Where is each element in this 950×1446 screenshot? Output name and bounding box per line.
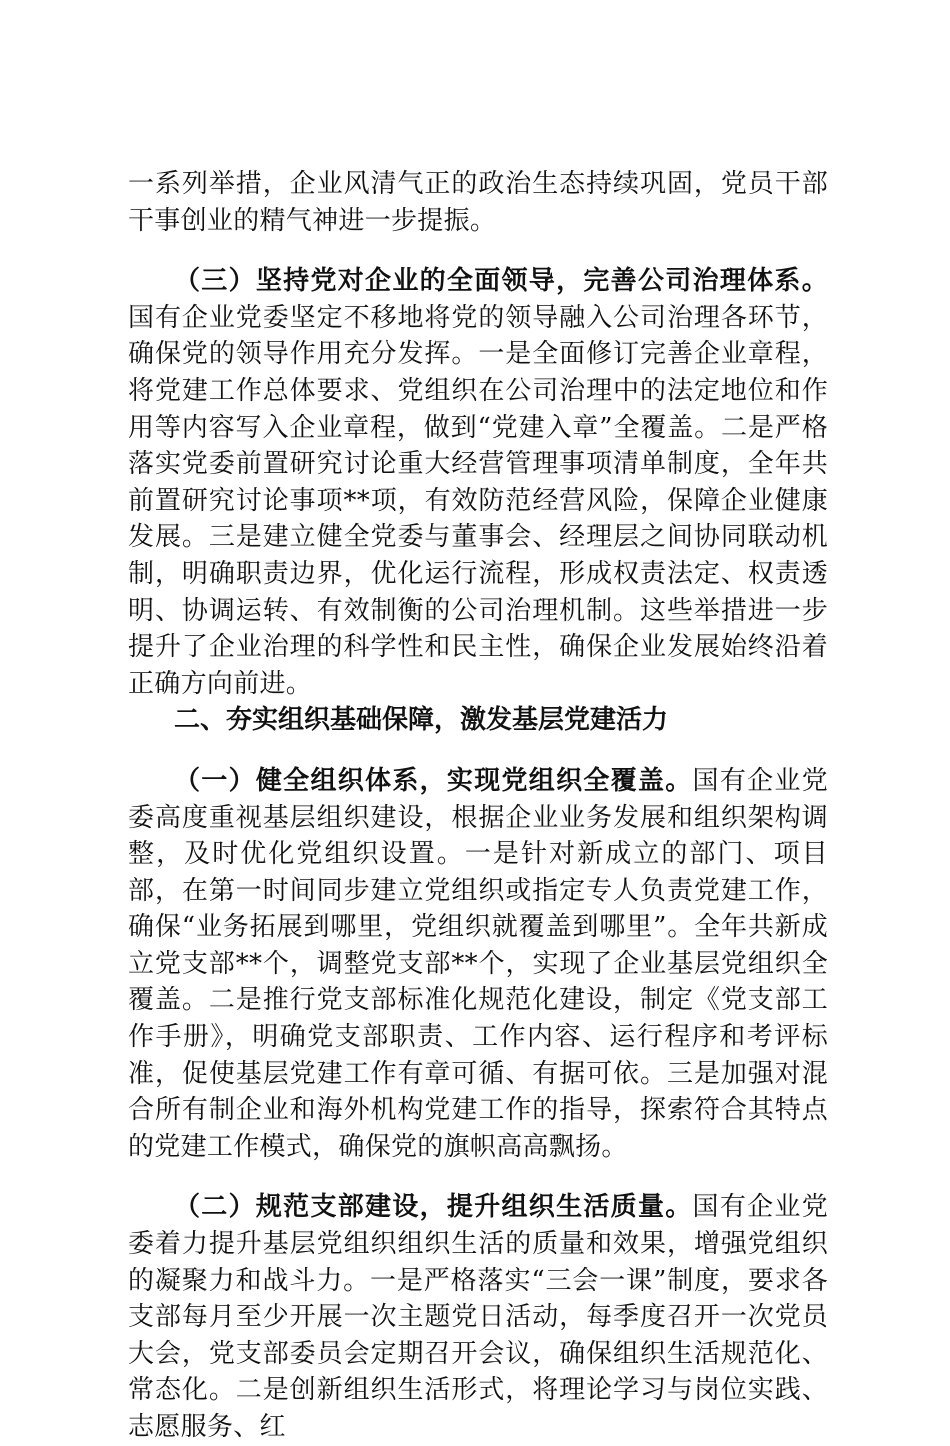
paragraph-text: 一系列举措，企业风清气正的政治生态持续巩固，党员干部干事创业的精气神进一步提振。	[128, 169, 828, 236]
paragraph-organization	[128, 763, 828, 1166]
paragraph-branch	[128, 1189, 828, 1445]
paragraph-lead-title: （三）坚持党对企业的全面领导，完善公司治理体系。	[174, 266, 828, 297]
document-page	[128, 166, 828, 1446]
paragraph-lead-title: （一）健全组织体系，实现党组织全覆盖。	[174, 765, 693, 796]
paragraph-text: 国有企业党委坚定不移地将党的领导融入公司治理各环节，确保党的领导作用充分发挥。一是全面修订完善企业章程，将党建工作总体要求、党组织在公司治理中的法定地位和作用等内容写入企业章程，做到“党建入章”全覆盖。二是严格落实党委前置研究讨论重大经营管理事项清单制度，全年共前置研究讨论事项**项，有效防范经营风险，保障企业健康发展。三是建立健全党委与董事会、经理层之间协同联动机制，明确职责边界，优化运行流程，形成权责法定、权责透明、协调运转、有效制衡的公司治理机制。这些举措进一步提升了企业治理的科学性和民主性，确保企业发展始终沿着正确方向前进。	[128, 302, 828, 699]
paragraph-lead-title: （二）规范支部建设，提升组织生活质量。	[174, 1192, 693, 1223]
paragraph-continuation	[128, 166, 828, 239]
paragraph-text: 国有企业党委着力提升基层党组织组织生活的质量和效果，增强党组织的凝聚力和战斗力。一是严格落实“三会一课”制度，要求各支部每月至少开展一次主题党日活动，每季度召开一次党员大会，党支部委员会定期召开会议，确保组织生活规范化、常态化。二是创新组织生活形式，将理论学习与岗位实践、志愿服务、红	[128, 1192, 828, 1442]
paragraph-text: 国有企业党委高度重视基层组织建设，根据企业业务发展和组织架构调整，及时优化党组织设置。一是针对新成立的部门、项目部，在第一时间同步建立党组织或指定专人负责党建工作，确保“业务拓展到哪里，党组织就覆盖到哪里”。全年共新成立党支部**个，调整党支部**个，实现了企业基层党组织全覆盖。二是推行党支部标准化规范化建设，制定《党支部工作手册》，明确党支部职责、工作内容、运行程序和考评标准，促使基层党建工作有章可循、有据可依。三是加强对混合所有制企业和海外机构党建工作的指导，探索符合其特点的党建工作模式，确保党的旗帜高高飘扬。	[128, 765, 828, 1162]
section-heading: 二、夯实组织基础保障，激发基层党建活力	[174, 705, 669, 736]
paragraph-governance	[128, 263, 828, 702]
